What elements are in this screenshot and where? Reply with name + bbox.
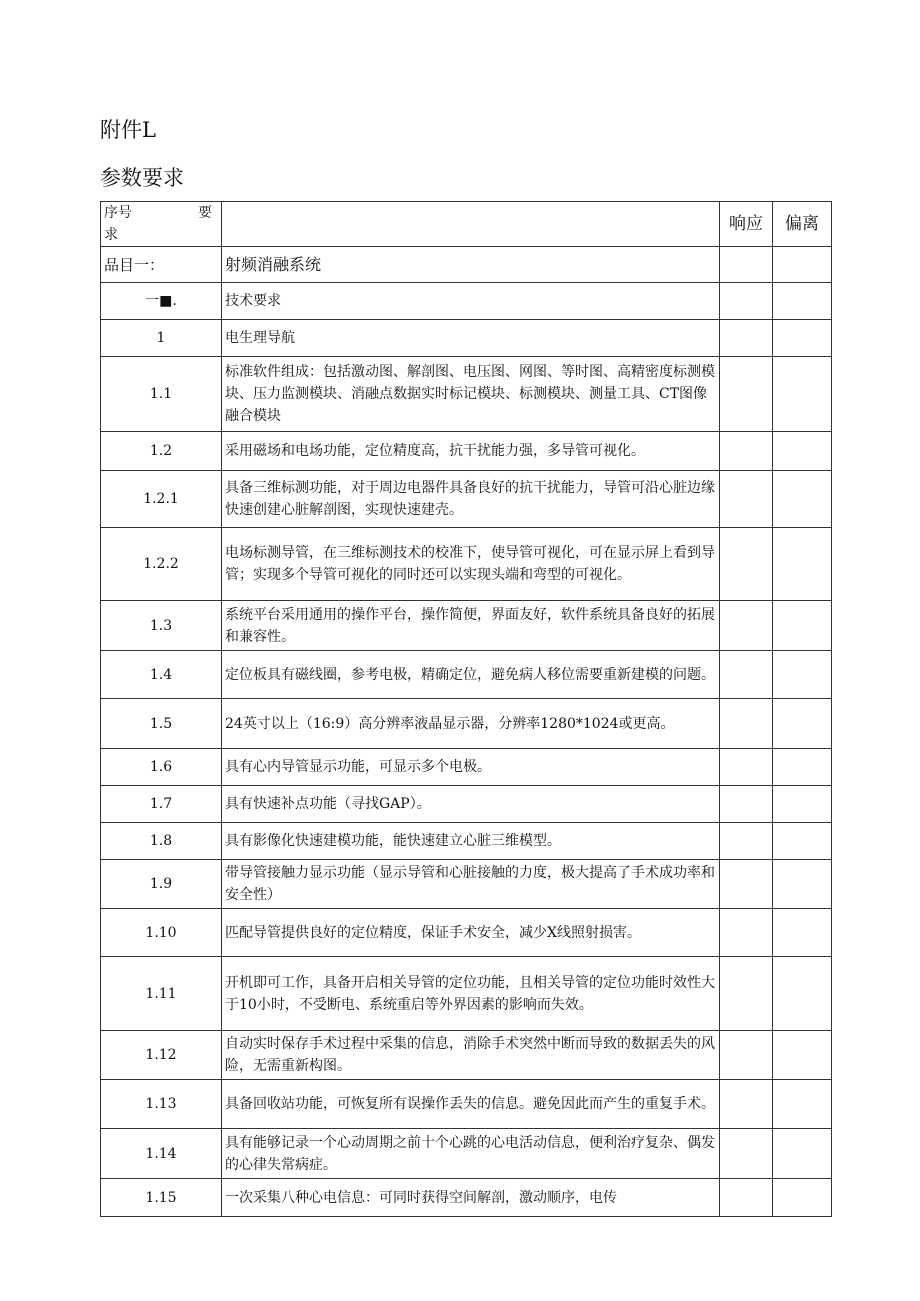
response-cell[interactable] <box>720 1129 773 1179</box>
row-requirement: 系统平台采用通用的操作平台，操作简便，界面友好，软件系统具备良好的拓展和兼容性。 <box>222 601 720 651</box>
deviation-cell[interactable] <box>773 1031 832 1080</box>
row-requirement: 射频消融系统 <box>222 247 720 283</box>
row-requirement: 具有快速补点功能（寻找GAP）。 <box>222 786 720 823</box>
table-row <box>101 601 832 651</box>
table-row <box>101 823 832 860</box>
row-requirement: 电生理导航 <box>222 320 720 357</box>
row-requirement: 标准软件组成：包括激动图、解剖图、电压图、网图、等时图、高精密度标测模块、压力监测模块、消融点数据实时标记模块、标测模块、测量工具、CT图像融合模块 <box>222 357 720 432</box>
table-row <box>101 651 832 699</box>
deviation-cell[interactable] <box>773 786 832 823</box>
section-title: 参数要求 <box>100 166 184 190</box>
response-cell[interactable] <box>720 909 773 957</box>
row-requirement: 带导管接触力显示功能（显示导管和心脏接触的力度，极大提高了手术成功率和安全性） <box>222 860 720 909</box>
table-header-row <box>101 202 832 247</box>
row-seq: 1.5 <box>101 699 222 749</box>
row-seq: 1.14 <box>101 1129 222 1179</box>
response-cell[interactable] <box>720 320 773 357</box>
row-requirement: 24英寸以上（16:9）高分辨率液晶显示器，分辨率1280*1024或更高。 <box>222 699 720 749</box>
table-row <box>101 283 832 320</box>
response-cell[interactable] <box>720 471 773 528</box>
row-seq: 1.15 <box>101 1179 222 1217</box>
response-cell[interactable] <box>720 651 773 699</box>
response-cell[interactable] <box>720 357 773 432</box>
row-seq: 1.13 <box>101 1080 222 1129</box>
row-seq: 1.6 <box>101 749 222 786</box>
row-requirement: 采用磁场和电场功能，定位精度高，抗干扰能力强，多导管可视化。 <box>222 432 720 471</box>
header-response: 响应 <box>720 202 773 247</box>
deviation-cell[interactable] <box>773 909 832 957</box>
deviation-cell[interactable] <box>773 1080 832 1129</box>
row-seq: 1.7 <box>101 786 222 823</box>
row-seq: 1.1 <box>101 357 222 432</box>
deviation-cell[interactable] <box>773 528 832 601</box>
deviation-cell[interactable] <box>773 1129 832 1179</box>
table-row <box>101 1080 832 1129</box>
header-cell-empty <box>222 202 720 247</box>
table-row <box>101 749 832 786</box>
row-requirement: 开机即可工作，具备开启相关导管的定位功能，且相关导管的定位功能时效性大于10小时，不受断电、系统重启等外界因素的影响而失效。 <box>222 957 720 1031</box>
table-row <box>101 1179 832 1217</box>
deviation-cell[interactable] <box>773 957 832 1031</box>
table-row <box>101 699 832 749</box>
row-seq: 1.9 <box>101 860 222 909</box>
table-row <box>101 247 832 283</box>
requirements-table <box>100 201 832 1217</box>
deviation-cell[interactable] <box>773 471 832 528</box>
table-row <box>101 1129 832 1179</box>
row-requirement: 一次采集八种心电信息：可同时获得空间解剖，激动顺序，电传 <box>222 1179 720 1217</box>
row-requirement: 定位板具有磁线圈，参考电极，精确定位，避免病人移位需要重新建模的问题。 <box>222 651 720 699</box>
response-cell[interactable] <box>720 528 773 601</box>
deviation-cell[interactable] <box>773 1179 832 1217</box>
row-seq: 1.12 <box>101 1031 222 1080</box>
row-requirement: 具有心内导管显示功能，可显示多个电极。 <box>222 749 720 786</box>
deviation-cell[interactable] <box>773 823 832 860</box>
deviation-cell[interactable] <box>773 283 832 320</box>
header-seq: 序号 <box>104 205 132 221</box>
row-seq: 1.4 <box>101 651 222 699</box>
deviation-cell[interactable] <box>773 432 832 471</box>
deviation-cell[interactable] <box>773 320 832 357</box>
row-seq: 品目一： <box>101 247 222 283</box>
table-row <box>101 357 832 432</box>
row-requirement: 具备回收站功能，可恢复所有误操作丢失的信息。避免因此而产生的重复手术。 <box>222 1080 720 1129</box>
row-seq: 1.8 <box>101 823 222 860</box>
header-cell-seq-req <box>101 202 222 247</box>
table-row <box>101 957 832 1031</box>
row-requirement: 匹配导管提供良好的定位精度，保证手术安全，减少X线照射损害。 <box>222 909 720 957</box>
row-seq: 1.2.2 <box>101 528 222 601</box>
row-requirement: 自动实时保存手术过程中采集的信息，消除手术突然中断而导致的数据丢失的风险，无需重新构图。 <box>222 1031 720 1080</box>
response-cell[interactable] <box>720 432 773 471</box>
row-seq: 1.11 <box>101 957 222 1031</box>
row-requirement: 具备三维标测功能，对于周边电器件具备良好的抗干扰能力，导管可沿心脏边缘快速创建心脏解剖图，实现快速建壳。 <box>222 471 720 528</box>
table-row <box>101 860 832 909</box>
row-seq: 1 <box>101 320 222 357</box>
table-row <box>101 320 832 357</box>
table-row <box>101 471 832 528</box>
row-requirement: 具有能够记录一个心动周期之前十个心跳的心电活动信息，便利治疗复杂、偶发的心律失常病症。 <box>222 1129 720 1179</box>
response-cell[interactable] <box>720 1080 773 1129</box>
row-seq: 1.2.1 <box>101 471 222 528</box>
response-cell[interactable] <box>720 749 773 786</box>
response-cell[interactable] <box>720 1179 773 1217</box>
table-row <box>101 432 832 471</box>
response-cell[interactable] <box>720 283 773 320</box>
table-row <box>101 1031 832 1080</box>
response-cell[interactable] <box>720 247 773 283</box>
row-requirement: 技术要求 <box>222 283 720 320</box>
deviation-cell[interactable] <box>773 699 832 749</box>
response-cell[interactable] <box>720 601 773 651</box>
response-cell[interactable] <box>720 1031 773 1080</box>
deviation-cell[interactable] <box>773 601 832 651</box>
response-cell[interactable] <box>720 699 773 749</box>
deviation-cell[interactable] <box>773 247 832 283</box>
row-seq: 1.3 <box>101 601 222 651</box>
attachment-label: 附件L <box>100 118 156 142</box>
table-row <box>101 909 832 957</box>
header-requirement: 要求 <box>104 205 212 243</box>
response-cell[interactable] <box>720 957 773 1031</box>
deviation-cell[interactable] <box>773 651 832 699</box>
table-row <box>101 786 832 823</box>
header-deviation: 偏离 <box>773 202 832 247</box>
row-requirement: 具有影像化快速建模功能，能快速建立心脏三维模型。 <box>222 823 720 860</box>
row-requirement: 电场标测导管，在三维标测技术的校准下，使导管可视化，可在显示屏上看到导管；实现多个导管可视化的同时还可以实现头端和弯型的可视化。 <box>222 528 720 601</box>
response-cell[interactable] <box>720 860 773 909</box>
row-seq: 1.2 <box>101 432 222 471</box>
response-cell[interactable] <box>720 823 773 860</box>
row-seq: 1.10 <box>101 909 222 957</box>
response-cell[interactable] <box>720 786 773 823</box>
row-seq: 一■. <box>101 283 222 320</box>
deviation-cell[interactable] <box>773 749 832 786</box>
table-row <box>101 528 832 601</box>
deviation-cell[interactable] <box>773 357 832 432</box>
deviation-cell[interactable] <box>773 860 832 909</box>
